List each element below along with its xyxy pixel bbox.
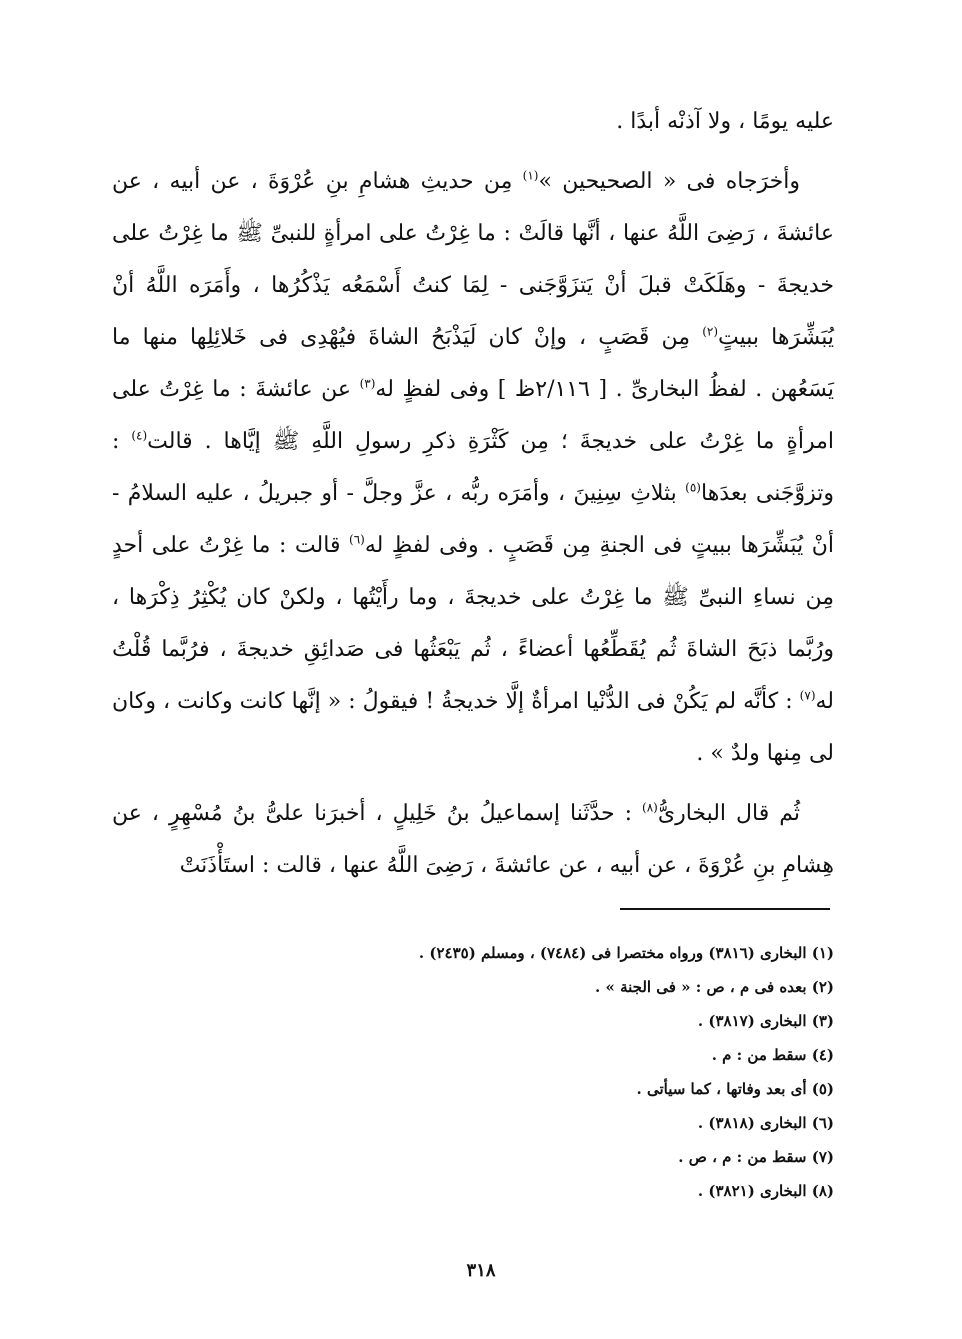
paragraph-2-segment-g: قالت : ما غِرْتُ على أحدٍ مِن نساءِ النبىِّ ﷺ ما غِرْتُ على خديجةَ ، وما رأَيْتُها ، ولكنْ كان يُكْثِرُ ذِكْرَها ، ورُبَّما ذبَحَ الشاةَ ثُم يُقَطِّعُها أعضاءً ، ثُم يَبْعَثُها فى صَدائِقِ خديجةَ ، فرُبَّما قُلْتُ له <box>112 533 834 714</box>
paragraph-2-segment-f: بثلاثِ سِنِينَ ، وأمَرَه ربُّه ، عزَّ وجلَّ - أو جبريلُ ، عليه السلامُ - أنْ يُبَشِّرَها ببيتٍ فى الجنةِ مِن قَصَبٍ . وفى لفظٍ له <box>112 481 834 558</box>
footnote-ref-1: (١) <box>522 168 539 183</box>
paragraph-2-segment-e: : وتزوَّجَنى بعدَها <box>112 429 834 506</box>
footnote-1: (١) البخارى (٣٨١٦) ورواه مختصرا فى (٧٤٨٤) ، ومسلم (٢٤٣٥) . <box>418 944 834 962</box>
footnote-4: (٤) سقط من : م . <box>711 1046 834 1064</box>
footnote-ref-4: (٤) <box>131 428 148 443</box>
paragraph-2 <box>112 156 834 780</box>
paragraph-2-segment-h: : كأنَّه لم يَكُنْ فى الدُّنْيا امرأةٌ إلَّا خديجةُ ! فيقولُ : « إنَّها كانت وكانت ، وكان لى مِنها ولدٌ » . <box>112 689 834 766</box>
main-text-body <box>112 96 834 892</box>
footnote-3: (٣) البخارى (٣٨١٧) . <box>697 1012 834 1030</box>
footnote-ref-6: (٦) <box>349 532 365 547</box>
paragraph-3-segment-a: ثُم قال البخارىُّ <box>657 801 800 826</box>
paragraph-2-segment-c: مِن قَصَبٍ ، وإنْ كان لَيَذْبَحُ الشاةَ فيُهْدِى فى خَلائِلِها منها ما يَسَعُهن . لفظُ البخارىِّ . [ ٢/١١٦ظ ] وفى لفظٍ له <box>112 325 834 402</box>
footnotes <box>112 936 834 1208</box>
paragraph-3-segment-b: : حدَّثَنا إسماعيلُ بنُ خَلِيلٍ ، أخبرَنا علىُّ بنُ مُسْهِرٍ ، عن هِشامِ بنِ عُرْوَةَ ، عن أبيه ، عن عائشةَ ، رَضِىَ اللَّهُ عنها ، قالت : استَأْذَنَتْ <box>112 801 834 878</box>
footnote-ref-2: (٢) <box>702 324 719 339</box>
paragraph-2-segment-d: عن عائشةَ : ما غِرْتُ على امرأةٍ ما غِرْتُ على خديجةَ ؛ مِن كَثْرَةِ ذكرِ رسولِ اللَّهِ ﷺ إيَّاها . قالت <box>112 377 834 454</box>
footnote-ref-8: (٨) <box>642 800 658 815</box>
paragraph-3 <box>112 788 834 892</box>
footnote-8: (٨) البخارى (٣٨٢١) . <box>697 1182 834 1200</box>
footnote-2: (٢) بعده فى م ، ص : « فى الجنة » . <box>595 978 834 996</box>
page-number: ٣١٨ <box>466 1260 496 1281</box>
footnote-6: (٦) البخارى (٣٨١٨) . <box>697 1114 834 1132</box>
footnote-7: (٧) سقط من : م ، ص . <box>678 1148 834 1166</box>
footnote-divider <box>620 908 830 910</box>
paragraph-1-text: عليه يومًا ، ولا آذنْه أبدًا . <box>616 109 834 134</box>
footnote-ref-7: (٧) <box>799 688 816 703</box>
footnote-ref-5: (٥) <box>685 480 701 495</box>
footnote-ref-3: (٣) <box>359 376 376 391</box>
paragraph-2-segment-a: وأخرَجاه فى « الصحيحين » <box>538 169 800 194</box>
paragraph-1 <box>112 96 834 148</box>
paragraph-2-segment-b: مِن حديثِ هشامِ بنِ عُرْوَةَ ، عن أبيه ، عن عائشةَ ، رَضِىَ اللَّهُ عنها ، أنَّها قالَتْ : ما غِرْتُ على امرأةٍ للنبىِّ ﷺ ما غِرْتُ على خديجةَ - وهَلَكَتْ قبلَ أنْ يَتزَوَّجَنى - لِمَا كنتُ أَسْمَعُه يَذْكُرُها ، وأَمَرَه اللَّهُ أنْ يُبَشِّرَها ببيتٍ <box>112 169 834 350</box>
footnote-5: (٥) أى بعد وفاتها ، كما سيأتى . <box>636 1080 834 1098</box>
